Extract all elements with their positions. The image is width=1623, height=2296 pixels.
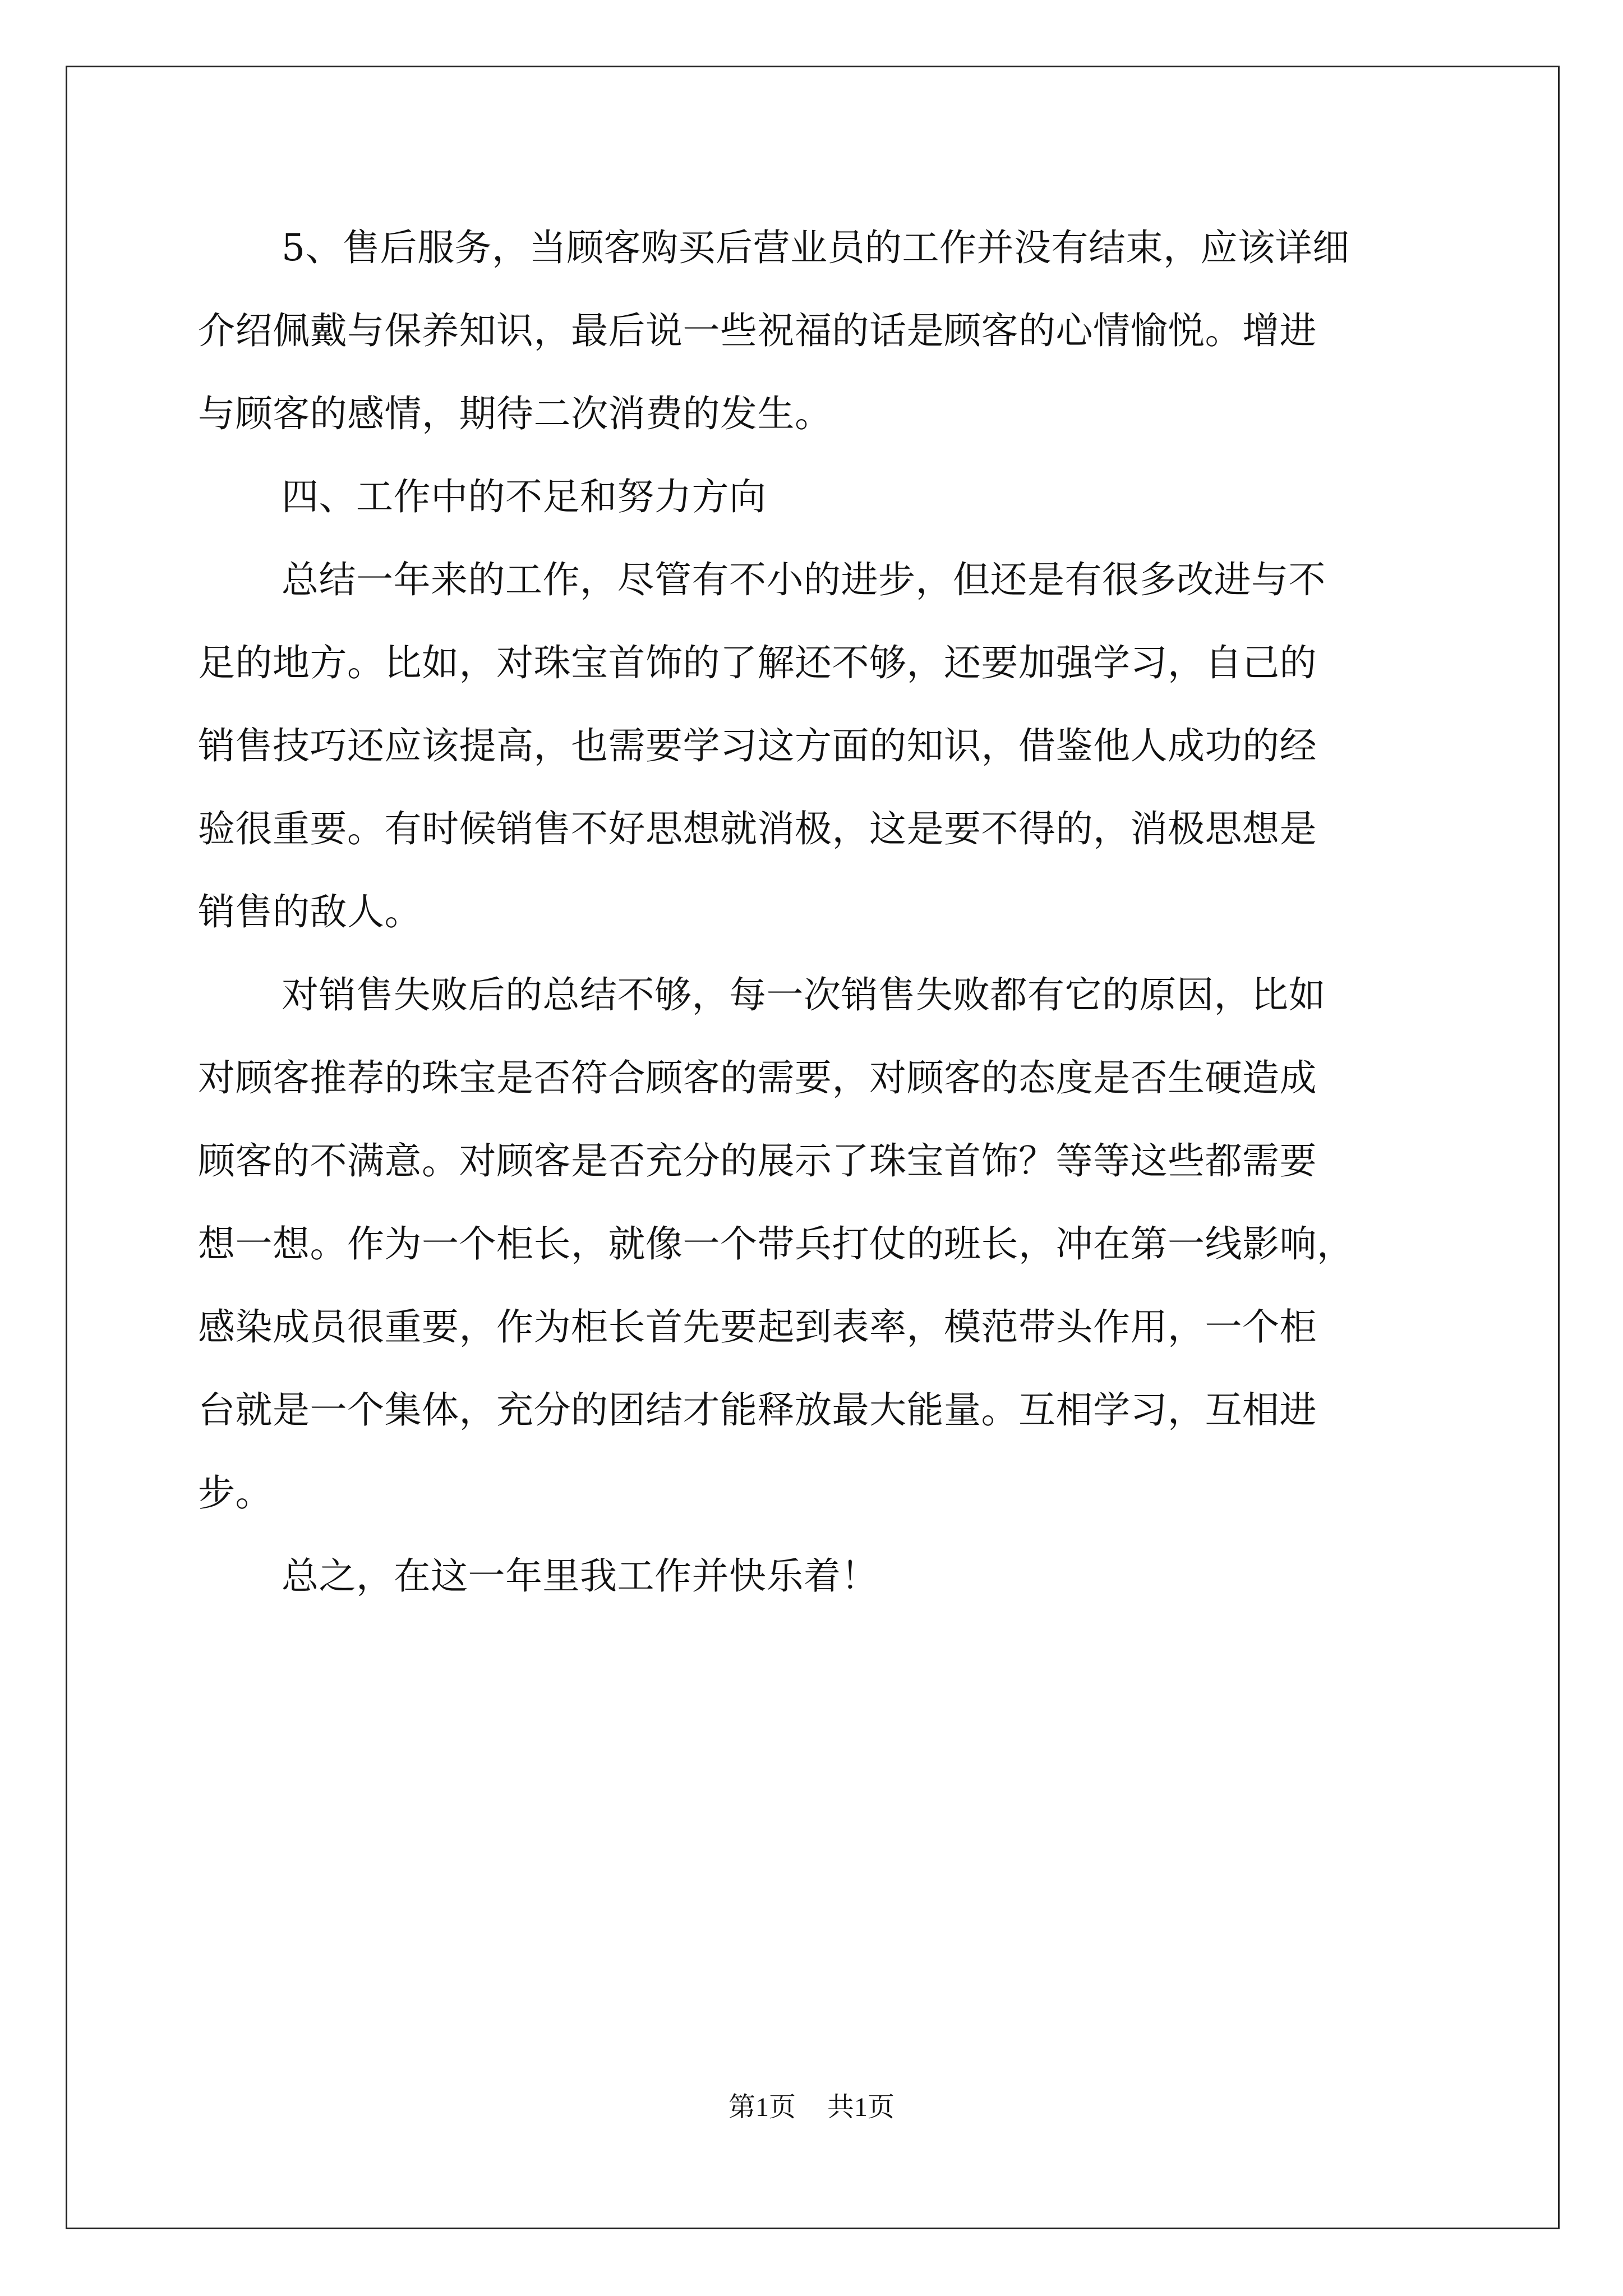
- paragraph-line: 台就是一个集体，充分的团结才能释放最大能量。互相学习，互相进: [198, 1388, 1317, 1432]
- page-total: 共1页: [827, 2092, 895, 2122]
- paragraph-line: 步。: [198, 1471, 273, 1515]
- paragraph-line: 5、售后服务，当顾客购买后营业员的工作并没有结束，应该详细: [282, 226, 1350, 269]
- paragraph-line: 对销售失败后的总结不够，每一次销售失败都有它的原因，比如: [282, 973, 1326, 1016]
- paragraph-line: 足的地方。比如，对珠宝首饰的了解还不够，还要加强学习，自己的: [198, 641, 1317, 684]
- paragraph-line: 销售的敌人。: [198, 890, 422, 933]
- paragraph-line: 顾客的不满意。对顾客是否充分的展示了珠宝首饰？等等这些都需要: [198, 1139, 1317, 1182]
- page-number: 第1页: [728, 2092, 796, 2122]
- paragraph-line: 验很重要。有时候销售不好思想就消极，这是要不得的，消极思想是: [198, 807, 1317, 850]
- page-footer: [0, 2091, 1623, 2124]
- paragraph-line: 感染成员很重要，作为柜长首先要起到表率，模范带头作用，一个柜: [198, 1305, 1317, 1349]
- section-heading: 四、工作中的不足和努力方向: [282, 475, 767, 518]
- paragraph-line: 对顾客推荐的珠宝是否符合顾客的需要，对顾客的态度是否生硬造成: [198, 1056, 1317, 1099]
- paragraph-line: 与顾客的感情，期待二次消费的发生。: [198, 392, 832, 435]
- paragraph-line: 介绍佩戴与保养知识，最后说一些祝福的话是顾客的心情愉悦。增进: [198, 309, 1317, 352]
- paragraph-line: 想一想。作为一个柜长，就像一个带兵打仗的班长，冲在第一线影响，: [198, 1222, 1354, 1266]
- paragraph-line: 销售技巧还应该提高，也需要学习这方面的知识，借鉴他人成功的经: [198, 724, 1317, 767]
- paragraph-line: 总结一年来的工作，尽管有不小的进步，但还是有很多改进与不: [282, 558, 1326, 601]
- paragraph-line: 总之，在这一年里我工作并快乐着！: [282, 1554, 878, 1598]
